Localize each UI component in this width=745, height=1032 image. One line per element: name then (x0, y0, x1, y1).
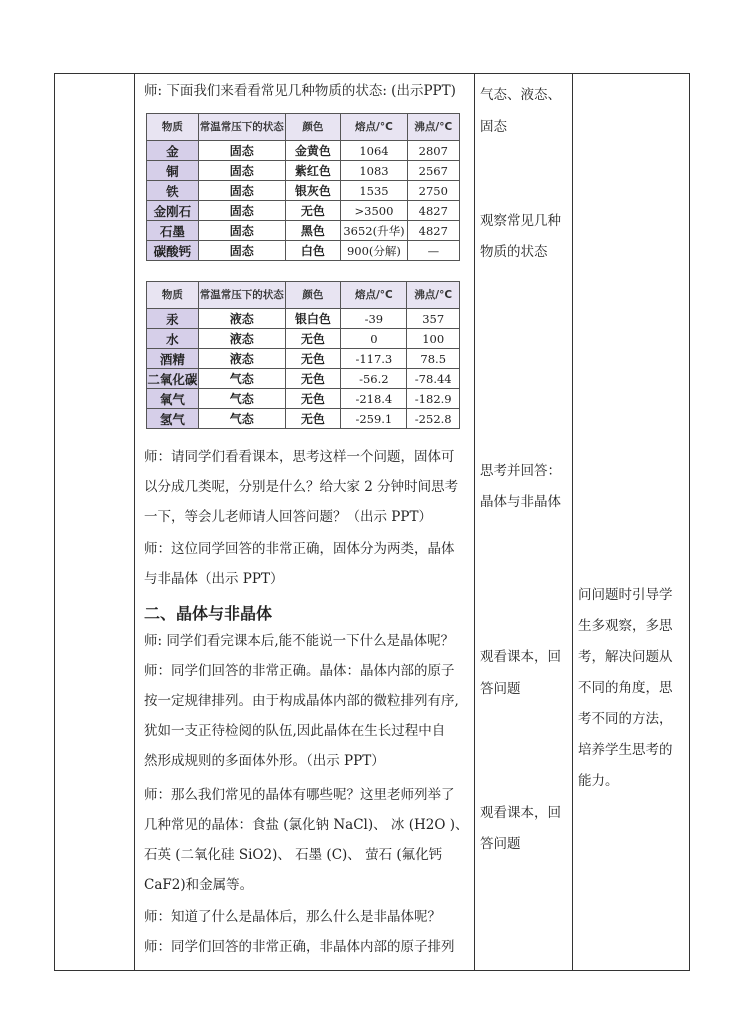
intent-line: 不同的角度，思 (578, 680, 673, 696)
table-cell: 900(分解) (341, 241, 407, 261)
table-cell: 固态 (198, 181, 285, 201)
table-cell: 气态 (198, 409, 285, 429)
table-cell: 气态 (198, 389, 285, 409)
table-row (147, 221, 460, 241)
table-cell: 无色 (285, 349, 341, 369)
table-cell: 液态 (198, 329, 285, 349)
substance-name-cell: 金刚石 (147, 201, 199, 221)
student-note: 气态、液态、 (480, 87, 561, 103)
table-cell: 黑色 (285, 221, 341, 241)
table-cell: 紫红色 (285, 161, 341, 181)
table-cell: 2750 (407, 181, 459, 201)
intent-line: 考不同的方法， (578, 711, 673, 727)
question-line: 师：请同学们看看课本，思考这样一个问题，固体可 (144, 449, 455, 465)
table-cell: 无色 (285, 329, 341, 349)
table-cell: -252.8 (407, 409, 460, 429)
paragraph-line: 师：同学们回答的非常正确。晶体：晶体内部的原子 (144, 663, 455, 679)
paragraph-line: 石英 (二氧化硅 SiO2)、 石墨 (C)、 萤石 (氟化钙 (144, 847, 443, 863)
table-cell: 金黄色 (285, 141, 341, 161)
table-row (147, 181, 460, 201)
answer-line: 与非晶体（出示 PPT） (144, 571, 284, 587)
substance-name-cell: 氧气 (147, 389, 199, 409)
student-note: 观察常见几种 (480, 213, 561, 229)
table-cell: 100 (407, 329, 460, 349)
table-cell: — (407, 241, 459, 261)
table-cell: 4827 (407, 201, 459, 221)
intent-line: 培养学生思考的 (578, 742, 673, 758)
paragraph-line: 师：知道了什么是晶体后，那么什么是非晶体呢？ (144, 909, 441, 925)
table-cell: 液态 (198, 309, 285, 329)
student-note: 物质的状态 (480, 244, 548, 260)
table-header-cell: 常温常压下的状态 (198, 282, 285, 309)
table-header-cell: 物质 (147, 282, 199, 309)
substance-name-cell: 金 (147, 141, 199, 161)
table-header-cell: 颜色 (285, 282, 341, 309)
table-cell: 白色 (285, 241, 341, 261)
table-cell: 液态 (198, 349, 285, 369)
table-cell: -56.2 (341, 369, 407, 389)
intent-line: 生多观察，多思 (578, 618, 673, 634)
question-line: 以分成几类呢，分别是什么？给大家 2 分钟时间思考 (144, 479, 459, 495)
table-cell: 1064 (341, 141, 407, 161)
paragraph-line: 师：同学们回答的非常正确，非晶体内部的原子排列 (144, 939, 455, 955)
table-header-cell: 颜色 (285, 114, 341, 141)
answer-line: 师：这位同学回答的非常正确，固体分为两类，晶体 (144, 541, 455, 557)
substance-name-cell: 二氧化碳 (147, 369, 199, 389)
intent-line: 考，解决问题从 (578, 649, 673, 665)
table-cell: 78.5 (407, 349, 460, 369)
column-divider (572, 73, 573, 971)
table-cell: 2807 (407, 141, 459, 161)
substance-name-cell: 铜 (147, 161, 199, 181)
table-row (147, 309, 460, 329)
table-cell: 银灰色 (285, 181, 341, 201)
table-cell: 气态 (198, 369, 285, 389)
paragraph-line: CaF2)和金属等。 (144, 877, 254, 893)
table-row (147, 201, 460, 221)
table-cell: 2567 (407, 161, 459, 181)
table-row (147, 389, 460, 409)
substance-name-cell: 石墨 (147, 221, 199, 241)
table-cell: 固态 (198, 141, 285, 161)
teacher-activity-column (138, 73, 472, 971)
table-cell: 1535 (341, 181, 407, 201)
substance-name-cell: 铁 (147, 181, 199, 201)
table-cell: 无色 (285, 409, 341, 429)
table-cell: -78.44 (407, 369, 460, 389)
table-cell: 无色 (285, 369, 341, 389)
substance-name-cell: 汞 (147, 309, 199, 329)
student-note: 观看课本，回 (480, 805, 561, 821)
paragraph-line: 然形成规则的多面体外形。（出示 PPT） (144, 753, 385, 769)
table-header-cell: 常温常压下的状态 (198, 114, 285, 141)
student-note: 观看课本，回 (480, 649, 561, 665)
table-cell: -182.9 (407, 389, 460, 409)
paragraph-line: 师: 同学们看完课本后,能不能说一下什么是晶体呢？ (144, 633, 455, 649)
table-cell: 无色 (285, 389, 341, 409)
liquid-gas-substances-table (146, 281, 460, 429)
paragraph-line: 几种常见的晶体：食盐 (氯化钠 NaCl)、 冰 (H2O )、 (144, 817, 469, 833)
table-header-cell: 沸点/°C (407, 282, 460, 309)
table-cell: 无色 (285, 201, 341, 221)
table-cell: -39 (341, 309, 407, 329)
table-cell: -117.3 (341, 349, 407, 369)
table-cell: >3500 (341, 201, 407, 221)
table-row (147, 161, 460, 181)
intro-line: 师: 下面我们来看看常见几种物质的状态: (出示PPT) (144, 83, 456, 99)
table-cell: -259.1 (341, 409, 407, 429)
design-intent-column (576, 73, 686, 971)
table-cell: 银白色 (285, 309, 341, 329)
table-cell: 固态 (198, 221, 285, 241)
table-cell: 357 (407, 309, 460, 329)
table-row (147, 369, 460, 389)
column-divider (134, 73, 135, 971)
substance-name-cell: 氢气 (147, 409, 199, 429)
student-note: 晶体与非晶体 (480, 494, 561, 510)
table-header-cell: 物质 (147, 114, 199, 141)
solid-substances-table (146, 113, 460, 261)
column-divider (474, 73, 475, 971)
section-heading: 二、晶体与非晶体 (144, 604, 273, 623)
question-line: 一下，等会儿老师请人回答问题？（出示 PPT） (144, 509, 432, 525)
table-cell: 4827 (407, 221, 459, 241)
table-header-cell: 沸点/°C (407, 114, 459, 141)
paragraph-line: 按一定规律排列。由于构成晶体内部的微粒排列有序, (144, 693, 459, 709)
table-row (147, 409, 460, 429)
table-cell: 1083 (341, 161, 407, 181)
paragraph-line: 师：那么我们常见的晶体有哪些呢？这里老师列举了 (144, 787, 455, 803)
table-row (147, 329, 460, 349)
intent-line: 能力。 (578, 773, 619, 789)
table-cell: 固态 (198, 201, 285, 221)
table-row (147, 241, 460, 261)
student-note: 思考并回答： (480, 463, 561, 479)
substance-name-cell: 酒精 (147, 349, 199, 369)
table-cell: 3652(升华) (341, 221, 407, 241)
intent-line: 问问题时引导学 (578, 587, 673, 603)
substance-name-cell: 碳酸钙 (147, 241, 199, 261)
table-row (147, 349, 460, 369)
table-row (147, 141, 460, 161)
table-cell: -218.4 (341, 389, 407, 409)
paragraph-line: 犹如一支正待检阅的队伍,因此晶体在生长过程中自 (144, 723, 446, 739)
student-note: 固态 (480, 119, 507, 135)
table-cell: 固态 (198, 241, 285, 261)
student-note: 答问题 (480, 836, 521, 852)
table-header-cell: 熔点/°C (341, 282, 407, 309)
table-cell: 0 (341, 329, 407, 349)
table-cell: 固态 (198, 161, 285, 181)
student-note: 答问题 (480, 681, 521, 697)
student-activity-column (478, 73, 568, 971)
table-header-cell: 熔点/°C (341, 114, 407, 141)
substance-name-cell: 水 (147, 329, 199, 349)
